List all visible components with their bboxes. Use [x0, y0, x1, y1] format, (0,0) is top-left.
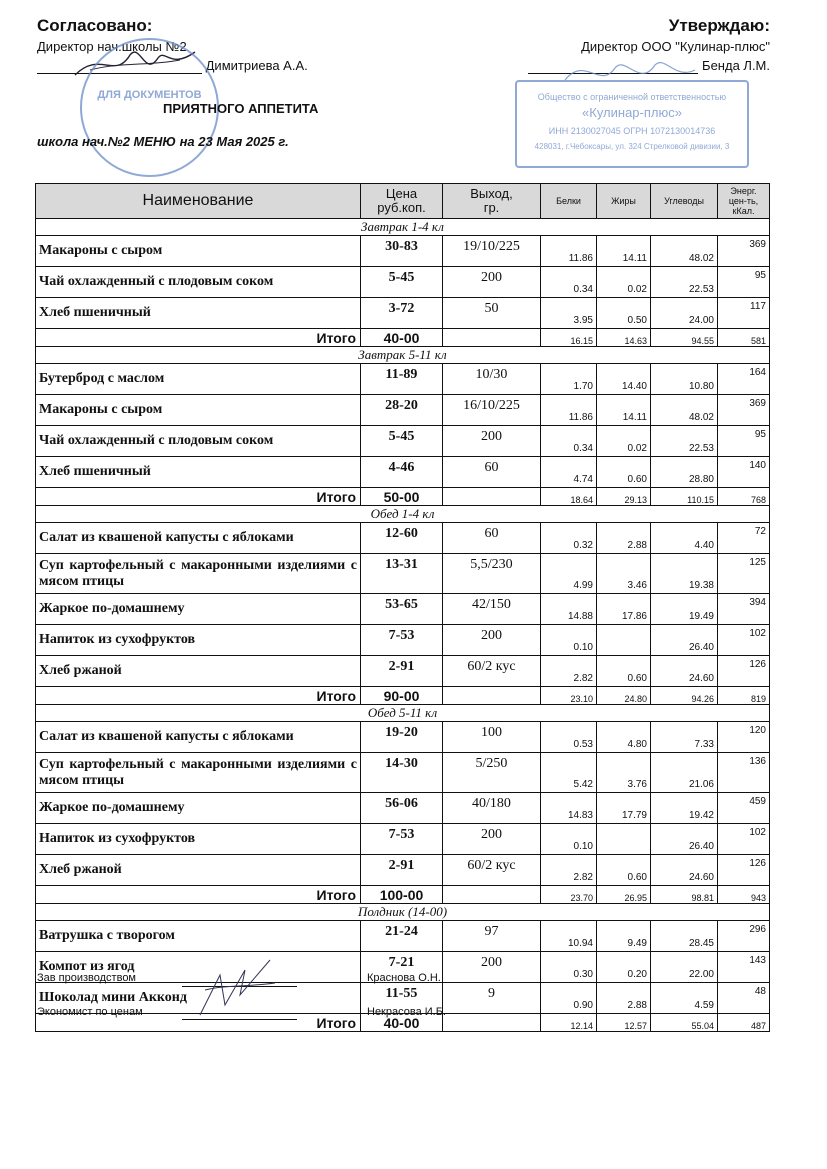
dish-price: 2-91: [361, 855, 443, 886]
dish-yield: 50: [443, 298, 541, 329]
dish-price: 14-30: [361, 753, 443, 793]
dish-fat: [597, 824, 651, 855]
total-fat: 14.63: [597, 329, 651, 347]
approve-name: Бенда Л.М.: [702, 58, 770, 73]
col-fat-header: Жиры: [597, 184, 651, 219]
total-price: 90-00: [361, 687, 443, 705]
dish-protein: 0.30: [541, 952, 597, 983]
col-price-header: Цена руб.коп.: [361, 184, 443, 219]
dish-fat: 2.88: [597, 523, 651, 554]
total-label: Итого: [36, 488, 361, 506]
total-fat: 12.57: [597, 1014, 651, 1032]
dish-energy: 120: [718, 722, 770, 753]
dish-protein: 2.82: [541, 855, 597, 886]
footer-signature-icon: [190, 955, 280, 1025]
dish-fat: 0.60: [597, 656, 651, 687]
dish-fat: 0.60: [597, 855, 651, 886]
dish-name: Салат из квашеной капусты с яблоками: [36, 722, 361, 753]
approval-title: Согласовано:: [37, 16, 153, 35]
dish-price: 7-53: [361, 824, 443, 855]
dish-carbs: 48.02: [651, 395, 718, 426]
table-row: [36, 267, 770, 298]
table-row: [36, 395, 770, 426]
stamp-line-2: «Кулинар-плюс»: [582, 105, 682, 120]
stamp-line-4: 428031, г.Чебоксары, ул. 324 Стрелковой дивизии, 3: [534, 142, 730, 151]
dish-fat: 3.76: [597, 753, 651, 793]
dish-energy: 102: [718, 625, 770, 656]
dish-name: Хлеб ржаной: [36, 656, 361, 687]
total-row: [36, 886, 770, 904]
dish-carbs: 22.00: [651, 952, 718, 983]
section-row: [36, 219, 770, 236]
dish-carbs: 10.80: [651, 364, 718, 395]
dish-carbs: 26.40: [651, 625, 718, 656]
dish-energy: 48: [718, 983, 770, 1014]
table-row: [36, 656, 770, 687]
total-fat: 29.13: [597, 488, 651, 506]
page-subtitle: школа нач.№2 МЕНЮ на 23 Мая 2025 г.: [37, 134, 289, 149]
table-row: [36, 722, 770, 753]
approval-position: Директор нач.школы №2: [37, 39, 187, 54]
dish-price: 11-89: [361, 364, 443, 395]
total-label: Итого: [36, 687, 361, 705]
economist-name: Некрасова И.Б.: [367, 1006, 446, 1018]
dish-fat: 17.86: [597, 594, 651, 625]
table-row: [36, 364, 770, 395]
total-protein: 23.10: [541, 687, 597, 705]
table-row: [36, 855, 770, 886]
dish-name: Чай охлажденный с плодовым соком: [36, 267, 361, 298]
dish-protein: 0.34: [541, 426, 597, 457]
dish-price: 21-24: [361, 921, 443, 952]
total-label: Итого: [36, 886, 361, 904]
total-energy: 943: [718, 886, 770, 904]
dish-yield: 200: [443, 824, 541, 855]
dish-fat: 3.46: [597, 554, 651, 594]
approve-position: Директор ООО "Кулинар-плюс": [581, 39, 770, 54]
dish-price: 30-83: [361, 236, 443, 267]
dish-carbs: 19.38: [651, 554, 718, 594]
dish-price: 19-20: [361, 722, 443, 753]
dish-price: 56-06: [361, 793, 443, 824]
dish-energy: 140: [718, 457, 770, 488]
dish-name: Напиток из сухофруктов: [36, 625, 361, 656]
dish-carbs: 28.80: [651, 457, 718, 488]
total-fat: 24.80: [597, 687, 651, 705]
table-row: [36, 523, 770, 554]
total-energy: 581: [718, 329, 770, 347]
dish-name: Бутерброд с маслом: [36, 364, 361, 395]
total-row: [36, 329, 770, 347]
table-row: [36, 236, 770, 267]
dish-protein: 2.82: [541, 656, 597, 687]
total-protein: 12.14: [541, 1014, 597, 1032]
dish-yield: 60/2 кус: [443, 656, 541, 687]
dish-energy: 394: [718, 594, 770, 625]
dish-fat: [597, 625, 651, 656]
dish-energy: 95: [718, 267, 770, 298]
dish-carbs: 4.40: [651, 523, 718, 554]
dish-price: 13-31: [361, 554, 443, 594]
dish-price: 28-20: [361, 395, 443, 426]
dish-name: Ватрушка с творогом: [36, 921, 361, 952]
total-carbs: 110.15: [651, 488, 718, 506]
dish-yield: 16/10/225: [443, 395, 541, 426]
dish-protein: 0.90: [541, 983, 597, 1014]
dish-name: Макароны с сыром: [36, 236, 361, 267]
dish-price: 5-45: [361, 426, 443, 457]
total-carbs: 94.26: [651, 687, 718, 705]
dish-protein: 5.42: [541, 753, 597, 793]
dish-name: Шоколад мини Акконд: [36, 983, 361, 1014]
total-price: 50-00: [361, 488, 443, 506]
col-name-header: Наименование: [36, 184, 361, 219]
dish-price: 7-53: [361, 625, 443, 656]
dish-fat: 4.80: [597, 722, 651, 753]
dish-energy: 125: [718, 554, 770, 594]
dish-yield: 40/180: [443, 793, 541, 824]
dish-protein: 4.99: [541, 554, 597, 594]
dish-energy: 117: [718, 298, 770, 329]
dish-energy: 126: [718, 855, 770, 886]
total-protein: 16.15: [541, 329, 597, 347]
dish-yield: 10/30: [443, 364, 541, 395]
dish-yield: 60: [443, 457, 541, 488]
right-signature-icon: [560, 50, 700, 95]
section-row: [36, 506, 770, 523]
dish-energy: 72: [718, 523, 770, 554]
dish-yield: 60: [443, 523, 541, 554]
production-name: Краснова О.Н.: [367, 972, 441, 984]
dish-name: Макароны с сыром: [36, 395, 361, 426]
dish-carbs: 22.53: [651, 426, 718, 457]
total-yield-empty: [443, 687, 541, 705]
dish-protein: 0.10: [541, 625, 597, 656]
dish-carbs: 48.02: [651, 236, 718, 267]
dish-carbs: 24.00: [651, 298, 718, 329]
total-yield-empty: [443, 488, 541, 506]
production-label: Зав производством: [37, 972, 136, 984]
section-row: [36, 705, 770, 722]
dish-protein: 4.74: [541, 457, 597, 488]
approve-title: Утверждаю:: [668, 16, 770, 35]
dish-name: Напиток из сухофруктов: [36, 824, 361, 855]
total-carbs: 98.81: [651, 886, 718, 904]
dish-fat: 9.49: [597, 921, 651, 952]
dish-energy: 369: [718, 236, 770, 267]
dish-protein: 0.34: [541, 267, 597, 298]
total-label: Итого: [36, 1014, 361, 1032]
table-header-row: [36, 184, 770, 219]
dish-protein: 1.70: [541, 364, 597, 395]
table-row: [36, 554, 770, 594]
dish-name: Хлеб пшеничный: [36, 457, 361, 488]
dish-price: 3-72: [361, 298, 443, 329]
dish-energy: 164: [718, 364, 770, 395]
table-row: [36, 921, 770, 952]
dish-name: Хлеб ржаной: [36, 855, 361, 886]
col-protein-header: Белки: [541, 184, 597, 219]
table-row: [36, 793, 770, 824]
dish-energy: 102: [718, 824, 770, 855]
dish-carbs: 22.53: [651, 267, 718, 298]
dish-protein: 10.94: [541, 921, 597, 952]
dish-fat: 0.50: [597, 298, 651, 329]
total-protein: 23.70: [541, 886, 597, 904]
total-price: 100-00: [361, 886, 443, 904]
dish-price: 4-46: [361, 457, 443, 488]
dish-carbs: 21.06: [651, 753, 718, 793]
dish-fat: 0.02: [597, 267, 651, 298]
dish-fat: 14.11: [597, 395, 651, 426]
dish-price: 5-45: [361, 267, 443, 298]
dish-price: 12-60: [361, 523, 443, 554]
dish-energy: 369: [718, 395, 770, 426]
dish-name: Чай охлажденный с плодовым соком: [36, 426, 361, 457]
dish-carbs: 4.59: [651, 983, 718, 1014]
col-energy-header: Энерг. цен-ть, кКал.: [718, 184, 770, 219]
economist-label: Экономист по ценам: [37, 1006, 143, 1018]
dish-energy: 459: [718, 793, 770, 824]
dish-yield: 5/250: [443, 753, 541, 793]
total-price: 40-00: [361, 1014, 443, 1032]
section-title: Завтрак 1-4 кл: [36, 219, 770, 236]
dish-fat: 14.40: [597, 364, 651, 395]
total-yield-empty: [443, 1014, 541, 1032]
dish-price: 7-21: [361, 952, 443, 983]
dish-yield: 42/150: [443, 594, 541, 625]
dish-name: Жаркое по-домашнему: [36, 793, 361, 824]
dish-fat: 0.20: [597, 952, 651, 983]
dish-fat: 14.11: [597, 236, 651, 267]
total-energy: 768: [718, 488, 770, 506]
table-row: [36, 594, 770, 625]
stamp-line-1: Общество с ограниченной ответственностью: [537, 92, 727, 102]
dish-protein: 0.53: [541, 722, 597, 753]
dish-protein: 11.86: [541, 236, 597, 267]
section-title: Полдник (14-00): [36, 904, 770, 921]
dish-protein: 3.95: [541, 298, 597, 329]
dish-energy: 126: [718, 656, 770, 687]
dish-name: Суп картофельный с макаронными изделиями с мясом птицы: [36, 554, 361, 594]
table-row: [36, 426, 770, 457]
dish-price: 53-65: [361, 594, 443, 625]
table-row: [36, 824, 770, 855]
dish-fat: 17.79: [597, 793, 651, 824]
menu-body: [36, 219, 770, 1032]
dish-yield: 19/10/225: [443, 236, 541, 267]
stamp-line-3: ИНН 2130027045 ОГРН 1072130014736: [548, 126, 716, 136]
dish-protein: 0.32: [541, 523, 597, 554]
dish-name: Салат из квашеной капусты с яблоками: [36, 523, 361, 554]
total-energy: 819: [718, 687, 770, 705]
dish-name: Жаркое по-домашнему: [36, 594, 361, 625]
dish-price: 11-55: [361, 983, 443, 1014]
col-carbs-header: Углеводы: [651, 184, 718, 219]
dish-protein: 11.86: [541, 395, 597, 426]
dish-fat: 0.60: [597, 457, 651, 488]
total-label: Итого: [36, 329, 361, 347]
section-row: [36, 347, 770, 364]
dish-energy: 143: [718, 952, 770, 983]
dish-name: Хлеб пшеничный: [36, 298, 361, 329]
page-title: ПРИЯТНОГО АППЕТИТА: [163, 101, 319, 116]
dish-energy: 95: [718, 426, 770, 457]
left-stamp-text: ДЛЯ ДОКУМЕНТОВ: [97, 89, 202, 101]
total-fat: 26.95: [597, 886, 651, 904]
table-row: [36, 625, 770, 656]
dish-fat: 0.02: [597, 426, 651, 457]
dish-yield: 97: [443, 921, 541, 952]
section-title: Обед 1-4 кл: [36, 506, 770, 523]
dish-yield: 200: [443, 426, 541, 457]
dish-energy: 296: [718, 921, 770, 952]
dish-name: Суп картофельный с макаронными изделиями с мясом птицы: [36, 753, 361, 793]
dish-carbs: 19.42: [651, 793, 718, 824]
dish-carbs: 24.60: [651, 855, 718, 886]
total-row: [36, 687, 770, 705]
total-protein: 18.64: [541, 488, 597, 506]
dish-name: Компот из ягод: [36, 952, 361, 983]
menu-table: [35, 183, 770, 1032]
total-row: [36, 488, 770, 506]
dish-carbs: 7.33: [651, 722, 718, 753]
dish-yield: 200: [443, 267, 541, 298]
dish-carbs: 24.60: [651, 656, 718, 687]
dish-yield: 200: [443, 952, 541, 983]
dish-yield: 60/2 кус: [443, 855, 541, 886]
dish-yield: 100: [443, 722, 541, 753]
dish-price: 2-91: [361, 656, 443, 687]
dish-carbs: 26.40: [651, 824, 718, 855]
total-carbs: 94.55: [651, 329, 718, 347]
section-title: Завтрак 5-11 кл: [36, 347, 770, 364]
dish-protein: 0.10: [541, 824, 597, 855]
total-price: 40-00: [361, 329, 443, 347]
dish-yield: 9: [443, 983, 541, 1014]
table-row: [36, 457, 770, 488]
approval-name: Димитриева А.А.: [205, 58, 308, 73]
dish-yield: 200: [443, 625, 541, 656]
dish-carbs: 19.49: [651, 594, 718, 625]
col-yield-header: Выход, гр.: [443, 184, 541, 219]
section-row: [36, 904, 770, 921]
total-carbs: 55.04: [651, 1014, 718, 1032]
dish-energy: 136: [718, 753, 770, 793]
dish-protein: 14.83: [541, 793, 597, 824]
dish-fat: 2.88: [597, 983, 651, 1014]
dish-carbs: 28.45: [651, 921, 718, 952]
total-yield-empty: [443, 886, 541, 904]
total-energy: 487: [718, 1014, 770, 1032]
table-row: [36, 753, 770, 793]
table-row: [36, 298, 770, 329]
section-title: Обед 5-11 кл: [36, 705, 770, 722]
dish-yield: 5,5/230: [443, 554, 541, 594]
dish-protein: 14.88: [541, 594, 597, 625]
total-yield-empty: [443, 329, 541, 347]
